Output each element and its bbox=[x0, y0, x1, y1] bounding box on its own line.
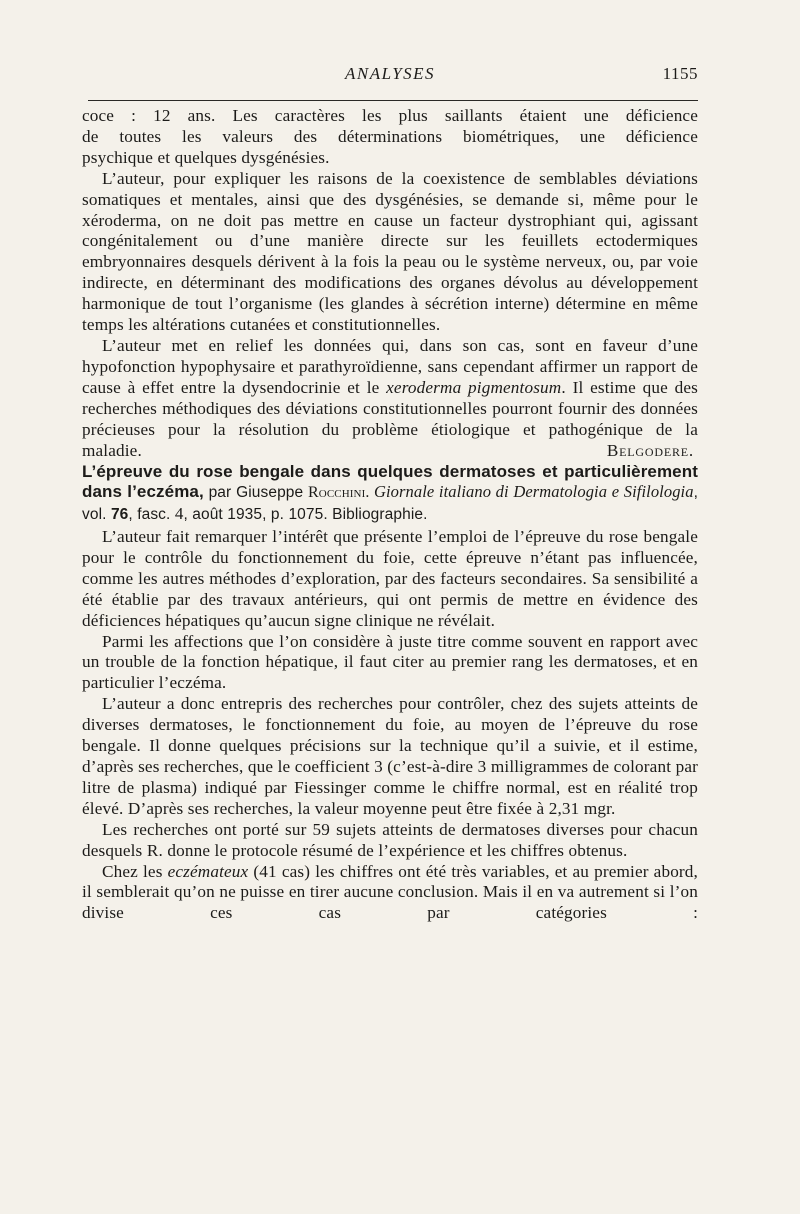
text-run: . Il estime que des recherches méthodiques des déviations constitutionnelles pourront fournir des données précieuses pour la résolution du problème étiologique et pathogénique de la bbox=[82, 377, 698, 439]
text-run: , fasc. bbox=[128, 505, 175, 523]
prev-paragraph-end: maladie. bbox=[82, 440, 142, 460]
body-text bbox=[82, 106, 698, 924]
article-paragraph: L’auteur a donc entrepris des recherches pour contrôler, chez des sujets atteints de diverses dermatoses, le fonctionnement du foie, au moyen de l’épreuve du rose bengale. Il donne quelques précisions sur la technique qu’il a suivie, et il estime, d’après ses recherches, que le coefficient 3 (c’est-à-dire 3 milligrammes de colorant par litre de plasma) indiqué par Fiessinger comme le chiffre normal, est en réalité trop élevé. D’après ses recherches, la valeur moyenne peut être fixée à 2,31 mgr. bbox=[82, 694, 698, 818]
italic-term: xeroderma pigmentosum bbox=[386, 377, 562, 397]
journal-name: Giornale italiano di Dermatologia e Sifilologia bbox=[373, 482, 694, 501]
italic-term: eczémateux bbox=[167, 861, 249, 881]
prev-paragraph bbox=[82, 336, 698, 441]
article-paragraph: Les recherches ont porté sur 59 sujets atteints de dermatoses diverses pour chacun desquels R. donne le protocole résumé de l’expérience et les chiffres obtenus. bbox=[82, 819, 698, 860]
prev-paragraph: L’auteur, pour expliquer les raisons de la coexistence de semblables déviations somatiques et mentales, ainsi que des dysgénésies, se demande si, même pour le xéroderma, on ne doit pas mettre en cause un facteur dystrophiant qui, agissant congénitalement ou d’une manière directe sur les feuillets ectodermiques embryonnaires desquels dérivent à la fois la peau ou le système nerveux, ou, par voie indirecte, en déterminant des modifications des organes dévolus au développement harmonique de tout l’organisme (les glandes à sécrétion interne) détermine en même temps les altérations cutanées et constitutionnelles. bbox=[82, 168, 698, 335]
header-rule bbox=[88, 100, 698, 101]
article-paragraph: L’auteur fait remarquer l’intérêt que présente l’emploi de l’épreuve du rose bengale pour le contrôle du fonctionnement du foie, cette épreuve n’étant pas influencée, comme les autres méthodes d’exploration, par des facteurs secondaires. Sa sensibilité a été établie par des travaux antérieurs, qui ont permis de mettre en évidence des déficiences hépatiques qu’aucun signe clinique ne révélait. bbox=[82, 527, 698, 630]
signoff-line bbox=[82, 441, 698, 462]
article-paragraph: Parmi les affections que l’on considère à juste titre comme souvent en rapport avec un trouble de la fonction hépatique, il faut citer au premier rang les dermatoses, et en particulier l’eczéma. bbox=[82, 631, 698, 693]
volume-number: 76 bbox=[110, 505, 129, 523]
text-run: (41 cas) les chiffres ont été très variables, et au premier abord, il semblerait qu’on ne puisse en tirer aucune conclusion. Mais il en va autrement si l’on divise ces cas par catégories : bbox=[82, 861, 699, 923]
reviewer-signature: Belgodere. bbox=[606, 440, 694, 460]
article-heading: L’épreuve du rose bengale dans quelques dermatoses et particulièrement dans l’eczéma, par Giuseppe Rocchini. Giornale italiano di Dermatologia e Sifilologia, vol. 76, fasc. 4, août 1935, p. 1075. Bibliographie. bbox=[82, 461, 699, 523]
page-header bbox=[82, 64, 698, 88]
page-number: 1155 bbox=[662, 64, 698, 83]
prev-paragraph-line: coce : 12 ans. Les caractères les plus saillants étaient une déficience bbox=[82, 106, 698, 125]
text-run: L’auteur met en relief les données qui, dans son cas, sont en faveur d’une hypofonction hypophysaire et parathyroïdienne, sans cependant affirmer un rapport de cause à effet entre la dysendocrinie et le bbox=[82, 335, 698, 397]
article-title: L’épreuve du rose bengale dans quelques dermatoses et particulièrement dans l’eczéma, bbox=[82, 461, 698, 501]
text-run: Chez les bbox=[102, 861, 168, 881]
text-run: , vol. bbox=[82, 484, 699, 523]
running-title: ANALYSES bbox=[344, 64, 436, 83]
prev-paragraph-line: de toutes les valeurs des déterminations biométriques, une déficience bbox=[82, 126, 698, 146]
author-name: Rocchini bbox=[308, 484, 366, 501]
text-run: par Giuseppe bbox=[203, 484, 309, 501]
prev-paragraph-line: psychique et quelques dysgénésies. bbox=[82, 147, 330, 167]
fascicle-number: 4 bbox=[174, 503, 184, 523]
article-paragraph bbox=[82, 862, 698, 925]
citation-details: , août 1935, p. 1075. Bibliographie. bbox=[183, 505, 428, 523]
